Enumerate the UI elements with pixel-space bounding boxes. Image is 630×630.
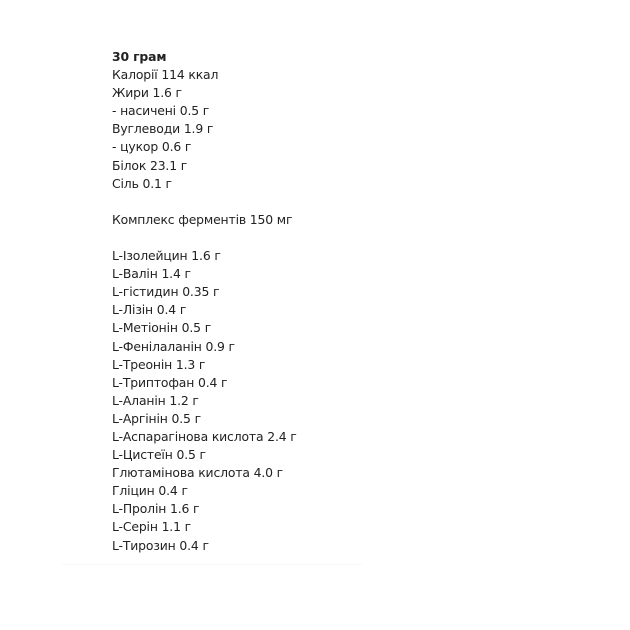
amino-histidine: L-гістидин 0.35 г [112, 284, 220, 300]
amino-methionine: L-Метіонін 0.5 г [112, 320, 212, 336]
amino-isoleucine: L-Ізолейцин 1.6 г [112, 248, 221, 264]
fact-calories: Калорії 114 ккал [112, 67, 219, 83]
fact-carbohydrates: Вуглеводи 1.9 г [112, 121, 214, 137]
amino-valine: L-Валін 1.4 г [112, 266, 191, 282]
spacer [112, 229, 472, 247]
serving-size: 30 грам [112, 49, 167, 64]
spacer [112, 193, 472, 211]
amino-cysteine: L-Цистеїн 0.5 г [112, 447, 206, 463]
amino-aspartic-acid: L-Аспарагінова кислота 2.4 г [112, 428, 297, 444]
amino-threonine: L-Треонін 1.3 г [112, 356, 206, 372]
amino-alanine: L-Аланін 1.2 г [112, 392, 199, 408]
fact-saturated-fat: - насичені 0.5 г [112, 103, 210, 119]
nutrition-facts [112, 48, 472, 555]
fact-salt: Сіль 0.1 г [112, 175, 172, 191]
enzyme-complex: Комплекс ферментів 150 мг [112, 211, 293, 227]
amino-tryptophan: L-Триптофан 0.4 г [112, 374, 228, 390]
fact-fat: Жири 1.6 г [112, 85, 182, 101]
fact-protein: Білок 23.1 г [112, 157, 188, 173]
fact-sugar: - цукор 0.6 г [112, 139, 192, 155]
amino-glycine: Гліцин 0.4 г [112, 483, 188, 499]
amino-glutamic-acid: Глютамінова кислота 4.0 г [112, 465, 284, 481]
amino-lysine: L-Лізін 0.4 г [112, 302, 187, 318]
amino-arginine: L-Аргінін 0.5 г [112, 410, 201, 426]
amino-proline: L-Пролін 1.6 г [112, 501, 200, 517]
amino-phenylalanine: L-Фенілаланін 0.9 г [112, 338, 235, 354]
amino-tyrosine: L-Тирозин 0.4 г [112, 537, 209, 553]
amino-serine: L-Серін 1.1 г [112, 519, 191, 535]
